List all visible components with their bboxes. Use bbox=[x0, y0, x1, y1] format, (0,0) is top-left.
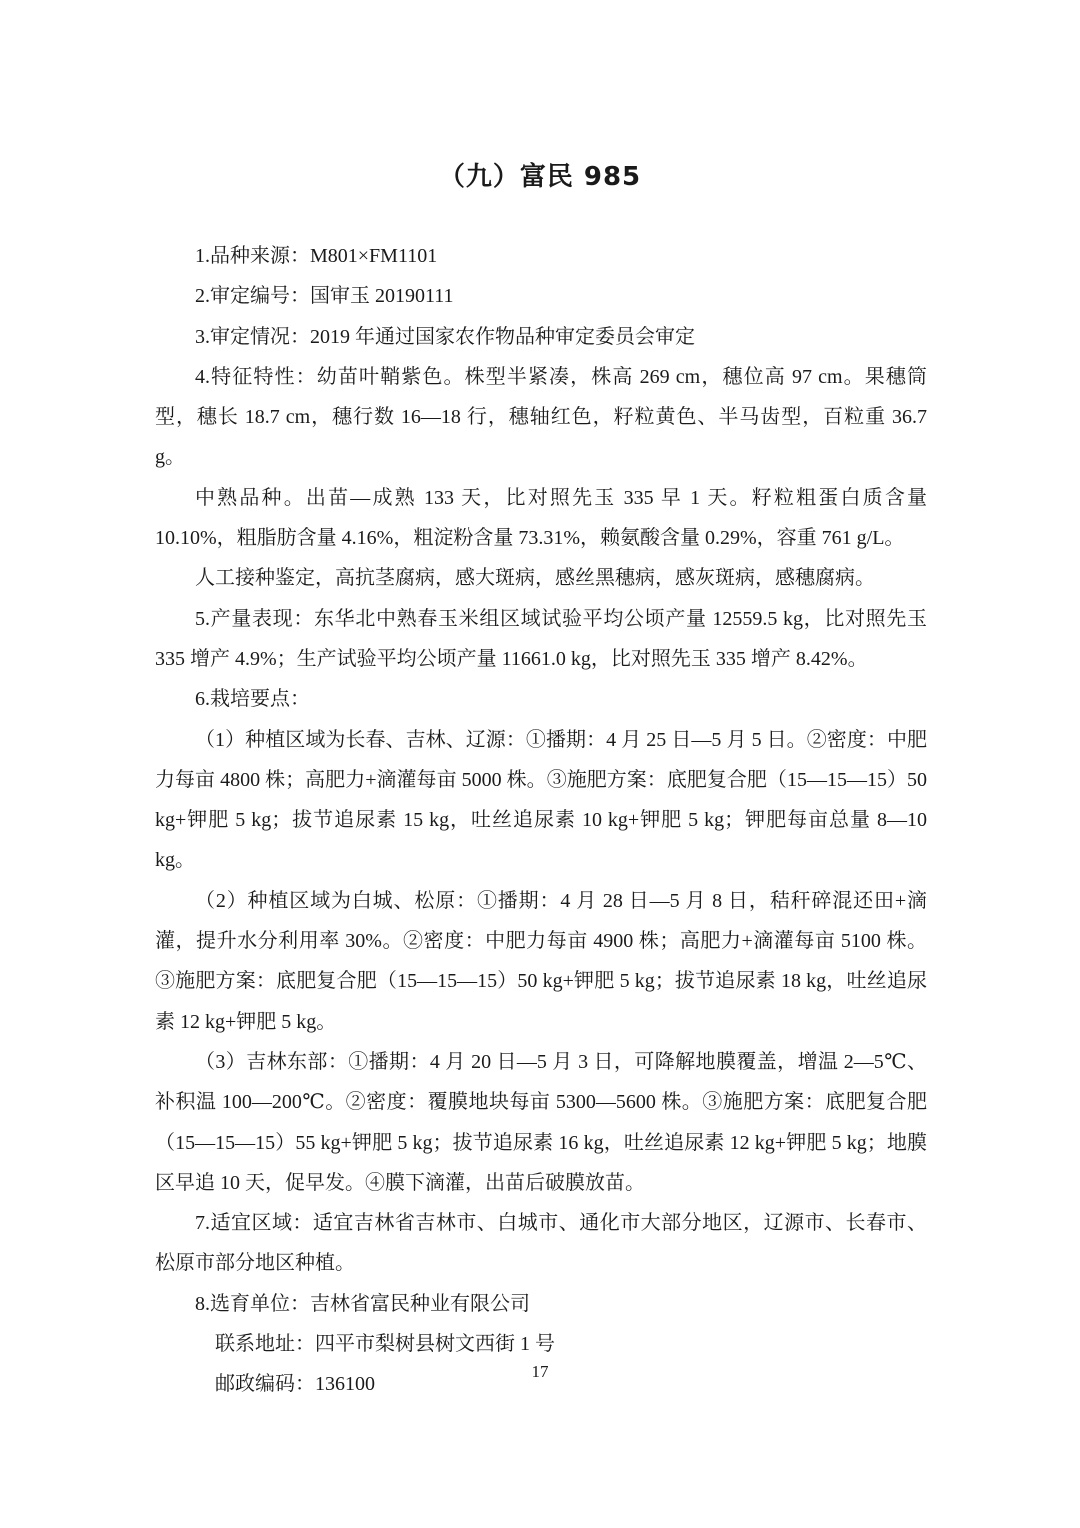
postal-code: 邮政编码：136100 bbox=[215, 1373, 375, 1396]
contact-address: 联系地址：四平市梨树县树文西街 1 号 bbox=[215, 1333, 555, 1356]
breeding-unit: 8.选育单位：吉林省富民种业有限公司 bbox=[195, 1292, 530, 1315]
variety-source: 1.品种来源：M801×FM1101 bbox=[195, 245, 438, 267]
cultivation-region-2: （2）种植区域为白城、松原：①播期：4 月 28 日—5 月 8 日，秸秆碎混还田+滴灌，提升水分利用率 30%。②密度：中肥力每亩 4900 株；高肥力+滴灌每亩 5100 株。③施肥方案：底肥复合肥（15—15—15）50 kg+钾肥 5 kg；拔节追尿素 18 kg，吐丝追尿素 12 kg+钾肥 5 kg。 bbox=[155, 889, 927, 1033]
approval-number: 2.审定编号：国审玉 20190111 bbox=[195, 285, 454, 308]
cultivation-region-3: （3）吉林东部：①播期：4 月 20 日—5 月 3 日，可降解地膜覆盖，增温 2—5℃、补积温 100—200℃。②密度：覆膜地块每亩 5300—5600 株。③施肥方案：底肥复合肥（15—15—15）55 kg+钾肥 5 kg；拔节追尿素 16 kg，吐丝追尿素 12 kg+钾肥 5 kg；地膜区早追 10 天，促早发。④膜下滴灌，出苗后破膜放苗。 bbox=[155, 1050, 927, 1194]
disease-resistance: 人工接种鉴定，高抗茎腐病，感大斑病，感丝黑穗病，感灰斑病，感穗腐病。 bbox=[195, 567, 875, 590]
cultivation-heading: 6.栽培要点： bbox=[195, 688, 310, 711]
approval-status: 3.审定情况：2019 年通过国家农作物品种审定委员会审定 bbox=[195, 325, 695, 348]
page-title: （九）富民 985 bbox=[438, 162, 642, 192]
suitable-area: 7.适宜区域：适宜吉林省吉林市、白城市、通化市大部分地区，辽源市、长春市、松原市部分地区种植。 bbox=[155, 1212, 927, 1275]
cultivation-region-1: （1）种植区域为长春、吉林、辽源：①播期：4 月 25 日—5 月 5 日。②密度：中肥力每亩 4800 株；高肥力+滴灌每亩 5000 株。③施肥方案：底肥复合肥（15—15—15）50 kg+钾肥 5 kg；拔节追尿素 15 kg，吐丝追尿素 10 kg+钾肥 5 kg；钾肥每亩总量 8—10 kg。 bbox=[155, 728, 927, 872]
document-body bbox=[155, 236, 927, 1405]
page-number: 17 bbox=[531, 1362, 549, 1381]
characteristics: 4.特征特性：幼苗叶鞘紫色。株型半紧凑，株高 269 cm，穗位高 97 cm。果穗筒型，穗长 18.7 cm，穗行数 16—18 行，穗轴红色，籽粒黄色、半马齿型，百粒重 36.7 g。 bbox=[155, 365, 927, 469]
yield-performance: 5.产量表现：东华北中熟春玉米组区域试验平均公顷产量 12559.5 kg，比对照先玉 335 增产 4.9%；生产试验平均公顷产量 11661.0 kg，比对照先玉 335 增产 8.42%。 bbox=[155, 607, 927, 670]
maturity-quality: 中熟品种。出苗—成熟 133 天，比对照先玉 335 早 1 天。籽粒粗蛋白质含量 10.10%，粗脂肪含量 4.16%，粗淀粉含量 73.31%，赖氨酸含量 0.29%，容重 761 g/L。 bbox=[155, 486, 927, 550]
